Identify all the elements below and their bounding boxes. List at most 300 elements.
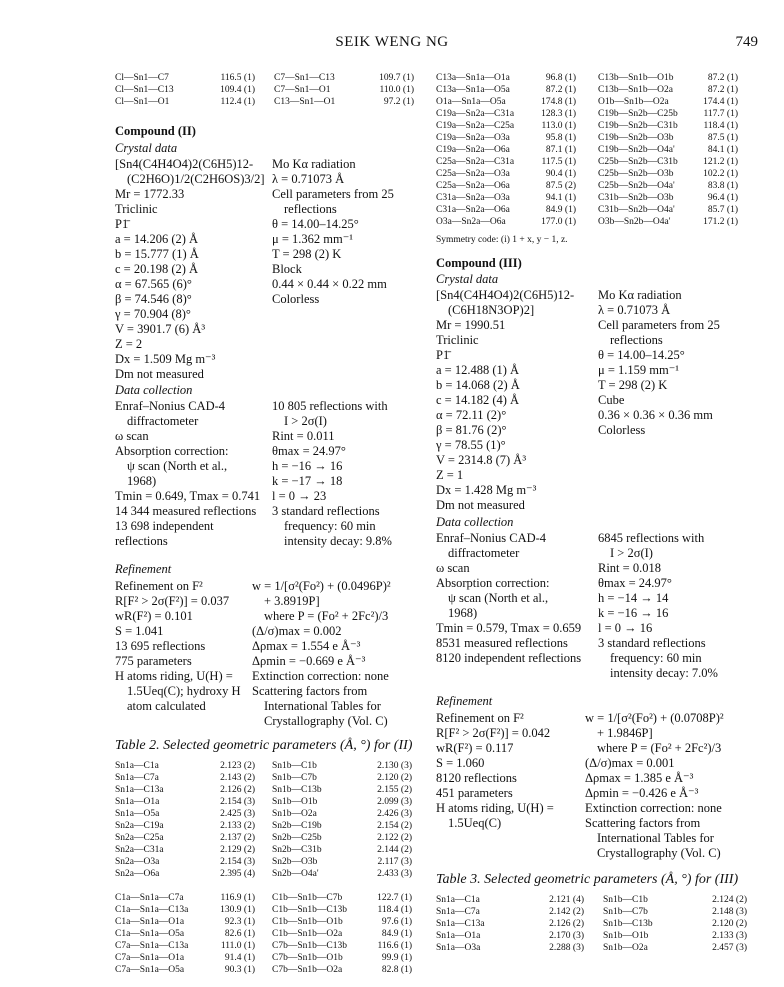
- text-line: Refinement on F²: [115, 579, 203, 593]
- text-line: 1968): [448, 606, 478, 620]
- text-line: reflections: [610, 333, 663, 347]
- text-line: l = 0 → 23: [272, 489, 327, 503]
- table-row: [598, 180, 738, 192]
- parameter-label: Cl—Sn1—O1: [115, 97, 170, 107]
- text-line: (Δ/σ)max = 0.001: [585, 756, 675, 770]
- table-row: [272, 892, 412, 904]
- parameter-value: 118.4 (1): [703, 121, 738, 131]
- text-line: Mo Kα radiation: [272, 157, 356, 171]
- table-2-bonds-right: [272, 760, 412, 880]
- table-row: [115, 772, 255, 784]
- parameter-label: Sn2b—O3b: [272, 857, 318, 867]
- parameter-value: 109.7 (1): [379, 73, 414, 83]
- table-row: [436, 120, 576, 132]
- text-line: where P = (Fo² + 2Fc²)/3: [264, 609, 389, 623]
- parameter-label: C7a—Sn1a—O1a: [115, 953, 185, 963]
- parameter-label: C13b—Sn1b—O1b: [598, 73, 674, 83]
- text-line: V = 3901.7 (6) Å³: [115, 322, 206, 336]
- text-line: + 3.8919P]: [264, 594, 320, 608]
- table-row: [272, 904, 412, 916]
- compound-3-dc-left: [436, 531, 596, 666]
- table-row: [603, 942, 747, 954]
- text-line: Dx = 1.509 Mg m⁻³: [115, 352, 216, 366]
- text-line: θmax = 24.97°: [598, 576, 672, 590]
- parameter-value: 96.4 (1): [707, 193, 738, 203]
- parameter-label: Sn1a—C13a: [436, 919, 485, 929]
- parameter-value: 2.122 (2): [377, 833, 412, 843]
- parameter-label: C31b—Sn2b—O3b: [598, 193, 674, 203]
- compound-3-ref-heading: Refinement: [436, 694, 493, 708]
- parameter-label: C1b—Sn1b—C13b: [272, 905, 347, 915]
- table-row: [115, 84, 255, 96]
- parameter-value: 2.120 (2): [712, 919, 747, 929]
- table-3-bonds-left: [436, 894, 584, 954]
- table-row: [272, 820, 412, 832]
- compound-2-crystal-heading: Crystal data: [115, 141, 178, 155]
- text-line: wR(F²) = 0.101: [115, 609, 193, 623]
- parameter-label: Sn1b—O1b: [272, 797, 318, 807]
- text-line: b = 15.777 (1) Å: [115, 247, 199, 261]
- compound-3-crystal-heading: Crystal data: [436, 272, 499, 286]
- text-line: Absorption correction:: [115, 444, 229, 458]
- parameter-value: 2.148 (3): [712, 907, 747, 917]
- parameter-value: 91.4 (1): [224, 953, 255, 963]
- text-line: Extinction correction: none: [585, 801, 722, 815]
- parameter-value: 95.8 (1): [545, 133, 576, 143]
- parameter-value: 84.1 (1): [707, 145, 738, 155]
- parameter-value: 2.130 (3): [377, 761, 412, 771]
- text-line: b = 14.068 (2) Å: [436, 378, 520, 392]
- parameter-value: 2.126 (2): [220, 785, 255, 795]
- text-line: 8531 measured reflections: [436, 636, 568, 650]
- text-line: [Sn4(C4H4O4)2(C6H5)12-: [115, 157, 254, 171]
- table-row: [272, 844, 412, 856]
- parameter-value: 2.124 (2): [712, 895, 747, 905]
- parameter-value: 96.8 (1): [545, 73, 576, 83]
- parameter-value: 2.117 (3): [377, 857, 412, 867]
- text-line: wR(F²) = 0.117: [436, 741, 514, 755]
- parameter-label: Sn1b—C7b: [272, 773, 317, 783]
- parameter-label: C7a—Sn1a—C13a: [115, 941, 189, 951]
- table-row: [436, 156, 576, 168]
- parameter-value: 128.3 (1): [541, 109, 576, 119]
- table-3-bonds-right: [603, 894, 747, 954]
- parameter-value: 118.4 (1): [377, 905, 412, 915]
- text-line: frequency: 60 min: [284, 519, 376, 533]
- table-row: [598, 204, 738, 216]
- table-row: [436, 894, 584, 906]
- compound-2-ref-left: [115, 579, 275, 714]
- text-line: ψ scan (North et al.,: [448, 591, 549, 605]
- table-3-caption: Table 3. Selected geometric parameters (Å, °) for (III): [436, 872, 739, 887]
- parameter-value: 90.4 (1): [545, 169, 576, 179]
- parameter-label: Sn1b—C13b: [603, 919, 653, 929]
- table-row: [115, 820, 255, 832]
- text-line: μ = 1.159 mm⁻¹: [598, 363, 680, 377]
- parameter-value: 174.4 (1): [703, 97, 738, 107]
- table-row: [115, 868, 255, 880]
- parameter-label: Sn1a—O1a: [436, 931, 481, 941]
- page-number: 749: [735, 34, 758, 50]
- table-row: [115, 844, 255, 856]
- parameter-value: 87.2 (1): [707, 73, 738, 83]
- parameter-label: C7—Sn1—O1: [274, 85, 331, 95]
- compound-3-heading: Compound (III): [436, 256, 522, 270]
- text-line: 8120 reflections: [436, 771, 517, 785]
- text-line: Extinction correction: none: [252, 669, 389, 683]
- table-row: [115, 952, 255, 964]
- text-line: 14 344 measured reflections: [115, 504, 257, 518]
- parameter-label: C25b—Sn2b—O3b: [598, 169, 674, 179]
- text-line: Δρmin = −0.669 e Å⁻³: [252, 654, 366, 668]
- text-line: Enraf–Nonius CAD-4: [436, 531, 547, 545]
- parameter-value: 2.425 (3): [220, 809, 255, 819]
- parameter-value: 87.5 (1): [707, 133, 738, 143]
- parameter-value: 97.6 (1): [381, 917, 412, 927]
- table-row: [115, 892, 255, 904]
- parameter-label: C13—Sn1—O1: [274, 97, 336, 107]
- parameter-value: 97.2 (1): [383, 97, 414, 107]
- parameter-value: 82.8 (1): [381, 965, 412, 975]
- text-line: Rint = 0.018: [598, 561, 661, 575]
- text-line: where P = (Fo² + 2Fc²)/3: [597, 741, 722, 755]
- text-line: 6845 reflections with: [598, 531, 705, 545]
- text-line: Dx = 1.428 Mg m⁻³: [436, 483, 537, 497]
- parameter-value: 177.0 (1): [541, 217, 576, 227]
- parameter-label: C25a—Sn2a—O6a: [436, 181, 510, 191]
- parameter-label: C1a—Sn1a—O5a: [115, 929, 185, 939]
- parameter-value: 87.2 (1): [707, 85, 738, 95]
- parameter-label: Sn1b—C7b: [603, 907, 648, 917]
- table-row: [115, 916, 255, 928]
- parameter-label: C1a—Sn1a—O1a: [115, 917, 185, 927]
- right-top-angles-col1: [436, 72, 576, 228]
- parameter-value: 82.6 (1): [224, 929, 255, 939]
- parameter-value: 117.7 (1): [703, 109, 738, 119]
- parameter-label: C1b—Sn1b—O2a: [272, 929, 343, 939]
- parameter-label: C19b—Sn2b—C31b: [598, 121, 678, 131]
- parameter-label: Sn1a—O3a: [436, 943, 481, 953]
- text-line: λ = 0.71073 Å: [598, 303, 671, 317]
- table-row: [598, 132, 738, 144]
- compound-3-crystal-left: [436, 288, 596, 513]
- parameter-value: 2.154 (3): [220, 857, 255, 867]
- parameter-label: O1b—Sn1b—O2a: [598, 97, 669, 107]
- text-line: diffractometer: [127, 414, 199, 428]
- parameter-value: 2.133 (3): [712, 931, 747, 941]
- parameter-label: Sn1a—C1a: [436, 895, 480, 905]
- top-left-angles-col1: [115, 72, 255, 108]
- parameter-value: 113.0 (1): [541, 121, 576, 131]
- table-row: [274, 96, 414, 108]
- text-line: k = −16 → 16: [598, 606, 669, 620]
- parameter-value: 110.0 (1): [379, 85, 414, 95]
- text-line: 0.36 × 0.36 × 0.36 mm: [598, 408, 713, 422]
- table-row: [115, 72, 255, 84]
- text-line: Tmin = 0.649, Tmax = 0.741: [115, 489, 261, 503]
- parameter-value: 112.4 (1): [220, 97, 255, 107]
- text-line: ψ scan (North et al.,: [127, 459, 228, 473]
- text-line: Triclinic: [115, 202, 158, 216]
- text-line: Dm not measured: [436, 498, 525, 512]
- text-line: Crystallography (Vol. C): [264, 714, 388, 728]
- text-line: h = −14 → 14: [598, 591, 669, 605]
- text-line: w = 1/[σ²(Fo²) + (0.0708P)²: [585, 711, 724, 725]
- compound-2-crystal-right: [272, 157, 412, 307]
- text-line: ω scan: [436, 561, 470, 575]
- parameter-label: C1a—Sn1a—C13a: [115, 905, 189, 915]
- parameter-value: 102.2 (1): [703, 169, 738, 179]
- text-line: 13 695 reflections: [115, 639, 206, 653]
- parameter-label: Sn1b—O2a: [272, 809, 317, 819]
- table-row: [115, 964, 255, 976]
- table-row: [115, 832, 255, 844]
- compound-3-crystal-right: [598, 288, 748, 438]
- text-line: Dm not measured: [115, 367, 204, 381]
- text-line: Enraf–Nonius CAD-4: [115, 399, 226, 413]
- text-line: International Tables for: [264, 699, 381, 713]
- parameter-value: 2.426 (3): [377, 809, 412, 819]
- compound-2-dc-left: [115, 399, 275, 549]
- table-row: [436, 84, 576, 96]
- table-row: [603, 918, 747, 930]
- parameter-label: C25a—Sn2a—O3a: [436, 169, 510, 179]
- parameter-label: Cl—Sn1—C7: [115, 73, 169, 83]
- text-line: k = −17 → 18: [272, 474, 343, 488]
- parameter-value: 174.8 (1): [541, 97, 576, 107]
- table-row: [436, 132, 576, 144]
- parameter-label: C7a—Sn1a—O5a: [115, 965, 185, 975]
- text-line: Tmin = 0.579, Tmax = 0.659: [436, 621, 582, 635]
- parameter-value: 94.1 (1): [545, 193, 576, 203]
- table-row: [436, 168, 576, 180]
- top-left-angles-col2: [274, 72, 414, 108]
- parameter-label: C1a—Sn1a—C7a: [115, 893, 184, 903]
- table-row: [598, 168, 738, 180]
- text-line: reflections: [284, 202, 337, 216]
- table-row: [115, 904, 255, 916]
- parameter-label: Sn2a—O3a: [115, 857, 160, 867]
- text-line: + 1.9846P]: [597, 726, 653, 740]
- parameter-value: 2.457 (3): [712, 943, 747, 953]
- text-line: 0.44 × 0.44 × 0.22 mm: [272, 277, 387, 291]
- text-line: l = 0 → 16: [598, 621, 653, 635]
- text-line: γ = 70.904 (8)°: [115, 307, 191, 321]
- text-line: diffractometer: [448, 546, 520, 560]
- table-row: [603, 894, 747, 906]
- text-line: frequency: 60 min: [610, 651, 702, 665]
- text-line: Scattering factors from: [252, 684, 368, 698]
- table-row: [274, 84, 414, 96]
- text-line: β = 81.76 (2)°: [436, 423, 507, 437]
- parameter-value: 2.137 (2): [220, 833, 255, 843]
- text-line: Colorless: [272, 292, 320, 306]
- parameter-label: C7—Sn1—C13: [274, 73, 335, 83]
- table-row: [436, 918, 584, 930]
- text-line: h = −16 → 16: [272, 459, 343, 473]
- parameter-value: 130.9 (1): [220, 905, 255, 915]
- table-row: [272, 952, 412, 964]
- text-line: H atoms riding, U(H) =: [436, 801, 554, 815]
- parameter-label: Sn1b—C1b: [272, 761, 317, 771]
- parameter-label: C19b—Sn2b—C25b: [598, 109, 678, 119]
- compound-2-ref-right: [252, 579, 412, 729]
- table-row: [436, 72, 576, 84]
- text-line: w = 1/[σ²(Fo²) + (0.0496P)²: [252, 579, 391, 593]
- text-line: 1.5Ueq(C): [448, 816, 502, 830]
- table-row: [598, 108, 738, 120]
- text-line: H atoms riding, U(H) =: [115, 669, 233, 683]
- text-line: V = 2314.8 (7) Å³: [436, 453, 527, 467]
- parameter-label: C25b—Sn2b—O4a': [598, 181, 675, 191]
- text-line: I > 2σ(I): [610, 546, 653, 560]
- text-line: c = 14.182 (4) Å: [436, 393, 520, 407]
- table-row: [598, 192, 738, 204]
- parameter-label: Sn2a—C31a: [115, 845, 164, 855]
- parameter-value: 122.7 (1): [377, 893, 412, 903]
- right-top-angles-col2: [598, 72, 738, 228]
- table-row: [436, 180, 576, 192]
- parameter-label: Sn1b—C13b: [272, 785, 322, 795]
- parameter-label: C7b—Sn1b—C13b: [272, 941, 347, 951]
- table-row: [115, 928, 255, 940]
- table-row: [436, 216, 576, 228]
- compound-2-ref-heading: Refinement: [115, 562, 172, 576]
- text-line: Z = 2: [115, 337, 143, 351]
- text-line: Refinement on F²: [436, 711, 524, 725]
- parameter-value: 109.4 (1): [220, 85, 255, 95]
- parameter-label: Sn1b—O2a: [603, 943, 648, 953]
- parameter-label: C1b—Sn1b—O1b: [272, 917, 343, 927]
- parameter-label: Sn2a—C19a: [115, 821, 164, 831]
- table-row: [274, 72, 414, 84]
- parameter-label: C13a—Sn1a—O5a: [436, 85, 510, 95]
- text-line: Block: [272, 262, 302, 276]
- text-line: S = 1.041: [115, 624, 164, 638]
- running-header: SEIK WENG NG: [335, 34, 449, 50]
- text-line: International Tables for: [597, 831, 714, 845]
- parameter-value: 116.5 (1): [220, 73, 255, 83]
- parameter-label: C19b—Sn2b—O4a': [598, 145, 675, 155]
- table-row: [272, 868, 412, 880]
- parameter-label: C7b—Sn1b—O1b: [272, 953, 343, 963]
- table-row: [115, 784, 255, 796]
- parameter-value: 2.288 (3): [549, 943, 584, 953]
- parameter-label: Sn1a—C13a: [115, 785, 164, 795]
- text-line: μ = 1.362 mm⁻¹: [272, 232, 354, 246]
- compound-2-dc-heading: Data collection: [115, 383, 193, 397]
- parameter-label: C19a—Sn2a—O6a: [436, 145, 510, 155]
- table-row: [598, 156, 738, 168]
- text-line: Δρmin = −0.426 e Å⁻³: [585, 786, 699, 800]
- parameter-label: C31a—Sn2a—O6a: [436, 205, 510, 215]
- compound-2-heading: Compound (II): [115, 124, 196, 138]
- text-line: intensity decay: 9.8%: [284, 534, 392, 548]
- parameter-label: C31a—Sn2a—O3a: [436, 193, 510, 203]
- table-row: [115, 96, 255, 108]
- parameter-value: 2.099 (3): [377, 797, 412, 807]
- text-line: Cell parameters from 25: [272, 187, 394, 201]
- text-line: θ = 14.00–14.25°: [272, 217, 359, 231]
- parameter-label: O3b—Sn2b—O4a': [598, 217, 671, 227]
- text-line: c = 20.198 (2) Å: [115, 262, 199, 276]
- text-line: ω scan: [115, 429, 149, 443]
- table-row: [436, 906, 584, 918]
- text-line: I > 2σ(I): [284, 414, 327, 428]
- compound-2-dc-right: [272, 399, 412, 549]
- parameter-label: C19a—Sn2a—C25a: [436, 121, 515, 131]
- parameter-label: O1a—Sn1a—O5a: [436, 97, 506, 107]
- parameter-label: C19b—Sn2b—O3b: [598, 133, 674, 143]
- parameter-label: O3a—Sn2a—O6a: [436, 217, 506, 227]
- parameter-label: Sn2b—C31b: [272, 845, 322, 855]
- table-2-bonds-left: [115, 760, 255, 880]
- table-row: [115, 760, 255, 772]
- compound-3-ref-right: [585, 711, 755, 861]
- parameter-value: 90.3 (1): [224, 965, 255, 975]
- parameter-value: 121.2 (1): [703, 157, 738, 167]
- text-line: R[F² > 2σ(F²)] = 0.042: [436, 726, 551, 740]
- table-row: [598, 120, 738, 132]
- text-line: T = 298 (2) K: [272, 247, 342, 261]
- text-line: β = 74.546 (8)°: [115, 292, 192, 306]
- parameter-label: C19a—Sn2a—O3a: [436, 133, 510, 143]
- parameter-value: 2.129 (2): [220, 845, 255, 855]
- text-line: 13 698 independent: [115, 519, 214, 533]
- text-line: 451 parameters: [436, 786, 513, 800]
- parameter-value: 116.6 (1): [377, 941, 412, 951]
- compound-3-dc-right: [598, 531, 748, 681]
- table-row: [436, 144, 576, 156]
- parameter-value: 2.155 (2): [377, 785, 412, 795]
- text-line: [Sn4(C4H4O4)2(C6H5)12-: [436, 288, 575, 302]
- parameter-label: Sn1a—C7a: [436, 907, 480, 917]
- parameter-label: Sn2a—O6a: [115, 869, 160, 879]
- table-row: [436, 930, 584, 942]
- text-line: θ = 14.00–14.25°: [598, 348, 685, 362]
- parameter-value: 87.2 (1): [545, 85, 576, 95]
- text-line: 3 standard reflections: [598, 636, 706, 650]
- text-line: (C6H18N3OP)2]: [448, 303, 535, 317]
- parameter-value: 85.7 (1): [707, 205, 738, 215]
- parameter-label: C31b—Sn2b—O4a': [598, 205, 675, 215]
- symmetry-code: Symmetry code: (i) 1 + x, y − 1, z.: [436, 235, 568, 245]
- table-row: [436, 108, 576, 120]
- table-row: [272, 832, 412, 844]
- parameter-value: 2.433 (3): [377, 869, 412, 879]
- text-line: Mo Kα radiation: [598, 288, 682, 302]
- parameter-value: 87.5 (2): [545, 181, 576, 191]
- parameter-value: 84.9 (1): [545, 205, 576, 215]
- table-row: [598, 96, 738, 108]
- table-row: [272, 808, 412, 820]
- parameter-label: Cl—Sn1—C13: [115, 85, 174, 95]
- parameter-value: 2.143 (2): [220, 773, 255, 783]
- text-line: Cell parameters from 25: [598, 318, 720, 332]
- table-row: [115, 796, 255, 808]
- parameter-value: 116.9 (1): [220, 893, 255, 903]
- text-line: atom calculated: [127, 699, 206, 713]
- parameter-label: C19a—Sn2a—C31a: [436, 109, 515, 119]
- table-2-caption: Table 2. Selected geometric parameters (Å, °) for (II): [115, 738, 413, 753]
- parameter-value: 171.2 (1): [703, 217, 738, 227]
- text-line: Mr = 1772.33: [115, 187, 185, 201]
- table-row: [272, 916, 412, 928]
- text-line: reflections: [115, 534, 168, 548]
- parameter-label: Sn1a—C1a: [115, 761, 159, 771]
- parameter-value: 2.142 (2): [549, 907, 584, 917]
- parameter-value: 92.3 (1): [224, 917, 255, 927]
